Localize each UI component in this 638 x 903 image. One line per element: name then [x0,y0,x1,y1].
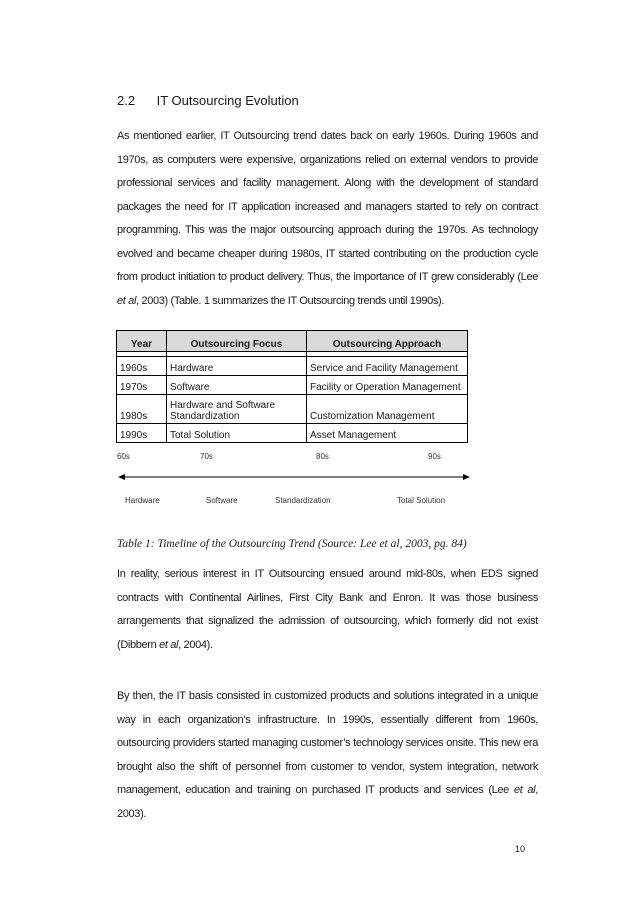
paragraph-text: , 2004). [178,638,213,651]
citation-italic: et al [159,638,179,651]
section-heading [117,93,299,108]
table-header-approach: Outsourcing Approach [307,331,468,352]
paragraph-reality [117,563,538,657]
table-header-row [117,331,468,352]
paragraph-text: , 2003) (Table. 1 summarizes the IT Outsourcing trends until 1990s). [136,294,445,307]
timeline-phase-label: Total Solution [397,496,446,505]
table-row [117,395,468,424]
section-number: 2.2 [117,93,136,108]
table-header-year: Year [117,331,167,352]
table-row [117,376,468,395]
paragraph-text: In reality, serious interest in IT Outsourcing ensued around mid-80s, when EDS signed contracts with Continental Airlines, First City Bank and Enron. It was those business arrangements that signalized the admission of outsourcing, which formerly did not exist (Dibbern [117,568,538,651]
table-cell-year: 1960s [117,357,167,376]
citation-italic: et al [513,784,536,796]
timeline-phase-label: Hardware [125,496,160,505]
paragraph-text: , 2003). [117,784,538,820]
section-title: IT Outsourcing Evolution [156,93,299,108]
timeline-phase-label: Software [206,496,238,505]
table-cell-focus: Software [167,376,307,395]
table-cell-approach: Customization Management [307,395,468,424]
citation-italic: et al [117,294,137,307]
paragraph-intro [117,125,538,313]
timeline-arrow [118,472,470,482]
table-caption: Table 1: Timeline of the Outsourcing Trend (Source: Lee et al, 2003, pg. 84) [117,538,467,550]
table-header-focus: Outsourcing Focus [167,331,307,352]
table-cell-approach: Service and Facility Management [307,357,468,376]
table-cell-approach: Facility or Operation Management [307,376,468,395]
table-cell-focus: Total Solution [167,424,307,443]
paragraph-basis [117,685,538,826]
table-cell-focus: Hardware [167,357,307,376]
timeline-phase-label: Standardization [275,496,331,505]
table-cell-year: 1980s [117,395,167,424]
timeline-decade-label: 60s [117,452,130,461]
page-number: 10 [515,844,526,854]
paragraph-text: By then, the IT basis consisted in customized products and solutions integrated in a unique way in each organization’s infrastructure. In 1990s, essentially different from 1960s, outsourcing providers started managing customer’s technology services onsite. This new era brought also the shift of personnel from customer to vendor, system integration, network management, education and training on purchased IT products and services (Lee [117,690,538,796]
table-cell-year: 1990s [117,424,167,443]
paragraph-text: As mentioned earlier, IT Outsourcing trend dates back on early 1960s. During 1960s and 1970s, as computers were expensive, organizations relied on external vendors to provide professional services and facility management. Along with the development of standard packages the need for IT application increased and managers started to rely on contract programming. This was the major outsourcing approach during the 1970s. As technology evolved and became cheaper during 1980s, IT started contributing on the production cycle from product initiation to product delivery. Thus, the importance of IT grew considerably (Lee [117,130,538,283]
timeline-decade-label: 80s [316,452,329,461]
table-row [117,357,468,376]
table-cell-year: 1970s [117,376,167,395]
table-row [117,424,468,443]
timeline-decade-label: 90s [428,452,441,461]
timeline-decade-label: 70s [200,452,213,461]
outsourcing-trend-table [116,330,468,443]
table-cell-focus: Hardware and Software Standardization [167,395,307,424]
table-cell-approach: Asset Management [307,424,468,443]
